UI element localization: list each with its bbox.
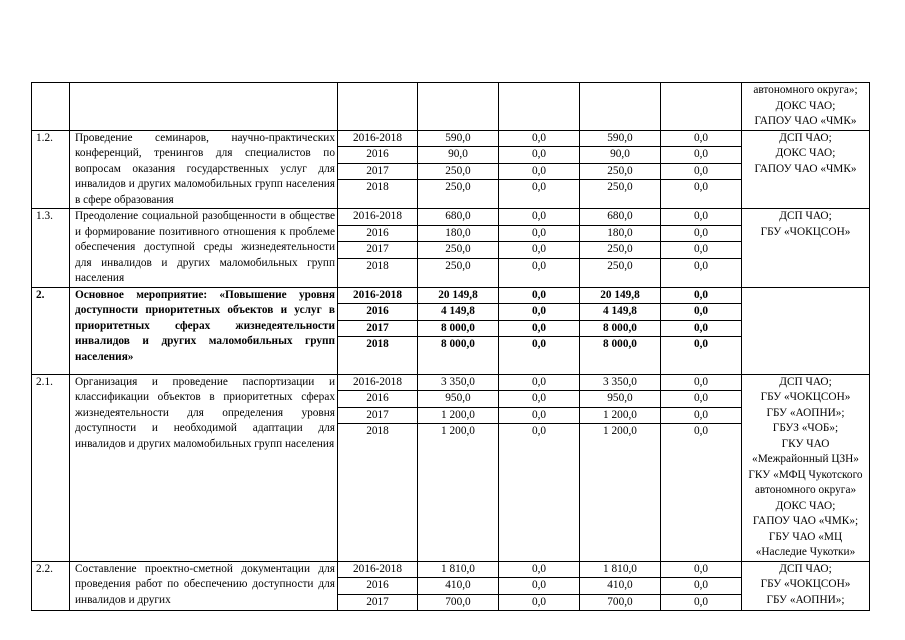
responsible-entry: ДСП ЧАО; bbox=[779, 131, 832, 144]
value-line: 0,0 bbox=[499, 578, 579, 595]
value-line: 680,0 bbox=[580, 209, 660, 226]
value-line: 0,0 bbox=[499, 288, 579, 305]
value-line: 0,0 bbox=[661, 321, 741, 338]
value-line: 950,0 bbox=[580, 391, 660, 408]
row-number: 2.1. bbox=[32, 374, 70, 561]
value-line: 3 350,0 bbox=[580, 375, 660, 392]
value-line: 0,0 bbox=[693, 259, 709, 272]
total-cell bbox=[418, 561, 499, 611]
table-row bbox=[32, 209, 870, 288]
measure-name: Составление проектно-сметной документации для проведения работ по обеспечению доступности для инвалидов и других bbox=[70, 561, 338, 611]
other-cell bbox=[661, 287, 742, 374]
value-line: 0,0 bbox=[661, 288, 741, 305]
value-line: 0,0 bbox=[499, 391, 579, 408]
table-row bbox=[32, 130, 870, 209]
value-line: 2016 bbox=[338, 147, 417, 164]
value-line: 2016 bbox=[338, 226, 417, 243]
value-line: 0,0 bbox=[499, 242, 579, 259]
value-line: 250,0 bbox=[580, 164, 660, 181]
value-line: 2016-2018 bbox=[338, 375, 417, 392]
responsible-entry: ДСП ЧАО; bbox=[779, 210, 832, 222]
total-cell bbox=[418, 209, 499, 288]
value-line: 1 200,0 bbox=[441, 425, 475, 437]
value-line: 250,0 bbox=[580, 242, 660, 259]
value-line: 0,0 bbox=[531, 181, 547, 193]
value-line: 0,0 bbox=[693, 425, 709, 437]
value-line: 2017 bbox=[366, 595, 389, 608]
value-line: 2017 bbox=[338, 164, 417, 181]
responsible-cell bbox=[742, 83, 870, 131]
responsible-entry: автономного округа»; bbox=[753, 84, 858, 96]
value-line: 0,0 bbox=[661, 304, 741, 321]
value-line: 4 149,8 bbox=[580, 304, 660, 321]
federal-cell bbox=[499, 83, 580, 131]
measure-name: Основное мероприятие: «Повышение уровня доступности приоритетных объектов и услуг в приоритетных сферах жизнедеятельности инвалидов и других маломобильных групп населения» bbox=[70, 287, 338, 374]
value-line: 2017 bbox=[338, 242, 417, 259]
total-cell bbox=[418, 83, 499, 131]
responsible-entry: автономного округа» bbox=[754, 484, 857, 496]
measure-name: Организация и проведение паспортизации и классификации объектов в приоритетных сферах жизнедеятельности для определения уровня доступности и необходимой адаптации для инвалидов и других маломобильных групп населения bbox=[70, 374, 338, 561]
value-line: 8 000,0 bbox=[441, 338, 475, 350]
value-line: 950,0 bbox=[418, 391, 498, 408]
years-cell bbox=[338, 374, 418, 561]
value-line: 2016-2018 bbox=[338, 131, 417, 148]
total-cell bbox=[418, 374, 499, 561]
value-line: 2016 bbox=[338, 304, 417, 321]
value-line: 250,0 bbox=[607, 181, 633, 193]
regional-cell bbox=[580, 209, 661, 288]
other-cell bbox=[661, 374, 742, 561]
value-line: 0,0 bbox=[661, 242, 741, 259]
responsible-cell bbox=[742, 561, 870, 611]
value-line: 0,0 bbox=[661, 391, 741, 408]
value-line: 0,0 bbox=[499, 164, 579, 181]
responsible-entry: ГБУЗ «ЧОБ»; bbox=[772, 422, 839, 434]
value-line: 180,0 bbox=[418, 226, 498, 243]
years-cell bbox=[338, 561, 418, 611]
value-line: 0,0 bbox=[531, 595, 547, 608]
regional-cell bbox=[580, 130, 661, 209]
value-line: 90,0 bbox=[580, 147, 660, 164]
value-line: 2018 bbox=[366, 181, 389, 193]
federal-cell bbox=[499, 561, 580, 611]
total-cell bbox=[418, 130, 499, 209]
responsible-cell bbox=[742, 374, 870, 561]
value-line: 3 350,0 bbox=[418, 375, 498, 392]
value-line: 20 149,8 bbox=[418, 288, 498, 305]
table-row bbox=[32, 374, 870, 561]
value-line: 700,0 bbox=[445, 595, 471, 608]
value-line: 0,0 bbox=[661, 375, 741, 392]
value-line: 2017 bbox=[338, 321, 417, 338]
value-line: 680,0 bbox=[418, 209, 498, 226]
value-line: 250,0 bbox=[445, 181, 471, 193]
value-line: 250,0 bbox=[418, 242, 498, 259]
responsible-entry: ДОКС ЧАО; bbox=[775, 499, 836, 512]
value-line: 0,0 bbox=[693, 595, 709, 608]
row-number: 1.3. bbox=[32, 209, 70, 288]
row-number bbox=[32, 83, 70, 131]
value-line: 2016 bbox=[338, 391, 417, 408]
row-number: 2.2. bbox=[32, 561, 70, 611]
value-line: 0,0 bbox=[499, 209, 579, 226]
responsible-cell bbox=[742, 130, 870, 209]
value-line: 2018 bbox=[366, 259, 389, 272]
value-line: 0,0 bbox=[661, 226, 741, 243]
value-line: 0,0 bbox=[531, 338, 547, 350]
value-line: 410,0 bbox=[418, 578, 498, 595]
value-line: 590,0 bbox=[418, 131, 498, 148]
responsible-entry: ГБУ «АОПНИ»; bbox=[766, 406, 845, 419]
years-cell bbox=[338, 287, 418, 374]
responsible-cell bbox=[742, 209, 870, 288]
responsible-cell bbox=[742, 287, 870, 374]
responsible-entry: ГАПОУ ЧАО «ЧМК»; bbox=[752, 515, 859, 527]
value-line: 410,0 bbox=[580, 578, 660, 595]
row-number: 2. bbox=[32, 287, 70, 374]
responsible-entry: ГКУ «МФЦ Чукотского bbox=[748, 468, 863, 481]
value-line: 0,0 bbox=[499, 304, 579, 321]
years-cell bbox=[338, 209, 418, 288]
value-line: 0,0 bbox=[661, 147, 741, 164]
value-line: 1 810,0 bbox=[418, 562, 498, 579]
regional-cell bbox=[580, 83, 661, 131]
federal-cell bbox=[499, 374, 580, 561]
responsible-entry: ДСП ЧАО; bbox=[779, 562, 832, 575]
value-line: 2017 bbox=[338, 408, 417, 425]
value-line: 0,0 bbox=[661, 578, 741, 595]
value-line: 0,0 bbox=[499, 321, 579, 338]
table-row bbox=[32, 83, 870, 131]
value-line: 2018 bbox=[366, 425, 389, 437]
value-line: 0,0 bbox=[661, 408, 741, 425]
responsible-entry: ГБУ ЧАО «МЦ bbox=[768, 530, 843, 543]
table-row bbox=[32, 287, 870, 374]
value-line: 8 000,0 bbox=[580, 321, 660, 338]
value-line: 0,0 bbox=[661, 209, 741, 226]
value-line: 180,0 bbox=[580, 226, 660, 243]
program-table bbox=[31, 82, 870, 611]
total-cell bbox=[418, 287, 499, 374]
regional-cell bbox=[580, 561, 661, 611]
table-row bbox=[32, 561, 870, 611]
value-line: 0,0 bbox=[499, 147, 579, 164]
value-line: 250,0 bbox=[445, 259, 471, 272]
other-cell bbox=[661, 561, 742, 611]
responsible-entry: «Наследие Чукотки» bbox=[755, 546, 856, 558]
value-line: 0,0 bbox=[693, 338, 709, 350]
responsible-entry: ДОКС ЧАО; bbox=[775, 147, 836, 159]
value-line: 1 200,0 bbox=[418, 408, 498, 425]
value-line: 250,0 bbox=[418, 164, 498, 181]
value-line: 0,0 bbox=[531, 425, 547, 437]
value-line: 0,0 bbox=[661, 131, 741, 148]
value-line: 0,0 bbox=[499, 562, 579, 579]
value-line: 250,0 bbox=[607, 259, 633, 272]
value-line: 700,0 bbox=[607, 595, 633, 608]
regional-cell bbox=[580, 374, 661, 561]
value-line: 90,0 bbox=[418, 147, 498, 164]
value-line: 0,0 bbox=[499, 375, 579, 392]
value-line: 2016-2018 bbox=[338, 209, 417, 226]
responsible-entry: ГБУ «ЧОКЦСОН» bbox=[760, 391, 851, 403]
years-cell bbox=[338, 83, 418, 131]
value-line: 2016-2018 bbox=[338, 562, 417, 579]
value-line: 2018 bbox=[366, 338, 389, 350]
responsible-entry: «Межрайонный ЦЗН» bbox=[752, 453, 859, 465]
value-line: 0,0 bbox=[499, 131, 579, 148]
measure-name: Преодоление социальной разобщенности в обществе и формирование позитивного отношения к проблеме обеспечения доступной среды жизнедеятельности для инвалидов и других маломобильных групп населения bbox=[70, 209, 338, 288]
measure-name bbox=[70, 83, 338, 131]
federal-cell bbox=[499, 287, 580, 374]
value-line: 2016-2018 bbox=[338, 288, 417, 305]
value-line: 4 149,8 bbox=[418, 304, 498, 321]
value-line: 2016 bbox=[338, 578, 417, 595]
value-line: 590,0 bbox=[580, 131, 660, 148]
years-cell bbox=[338, 130, 418, 209]
responsible-entry: ГБУ «АОПНИ»; bbox=[766, 593, 845, 606]
value-line: 1 810,0 bbox=[580, 562, 660, 579]
measure-name: Проведение семинаров, научно-практических конференций, тренингов для специалистов по вопросам оказания государственных услуг для инвалидов и других маломобильных групп населения в сфере образования bbox=[70, 130, 338, 209]
value-line: 1 200,0 bbox=[603, 425, 637, 437]
value-line: 0,0 bbox=[693, 181, 709, 193]
value-line: 20 149,8 bbox=[580, 288, 660, 305]
value-line: 0,0 bbox=[661, 562, 741, 579]
value-line: 0,0 bbox=[499, 226, 579, 243]
other-cell bbox=[661, 130, 742, 209]
other-cell bbox=[661, 83, 742, 131]
federal-cell bbox=[499, 209, 580, 288]
responsible-entry: ГБУ «ЧОКЦСОН» bbox=[760, 225, 851, 238]
value-line: 8 000,0 bbox=[603, 338, 637, 350]
responsible-entry: ДОКС ЧАО; bbox=[775, 99, 836, 112]
row-number: 1.2. bbox=[32, 130, 70, 209]
value-line: 0,0 bbox=[531, 259, 547, 272]
regional-cell bbox=[580, 287, 661, 374]
responsible-entry: ГБУ «ЧОКЦСОН» bbox=[760, 578, 851, 590]
other-cell bbox=[661, 209, 742, 288]
responsible-entry: ГАПОУ ЧАО «ЧМК» bbox=[754, 162, 857, 175]
responsible-entry: ГКУ ЧАО bbox=[781, 437, 830, 450]
value-line: 1 200,0 bbox=[580, 408, 660, 425]
value-line: 0,0 bbox=[661, 164, 741, 181]
federal-cell bbox=[499, 130, 580, 209]
responsible-entry: ДСП ЧАО; bbox=[779, 375, 832, 388]
value-line: 0,0 bbox=[499, 408, 579, 425]
value-line: 8 000,0 bbox=[418, 321, 498, 338]
responsible-entry: ГАПОУ ЧАО «ЧМК» bbox=[754, 115, 857, 127]
